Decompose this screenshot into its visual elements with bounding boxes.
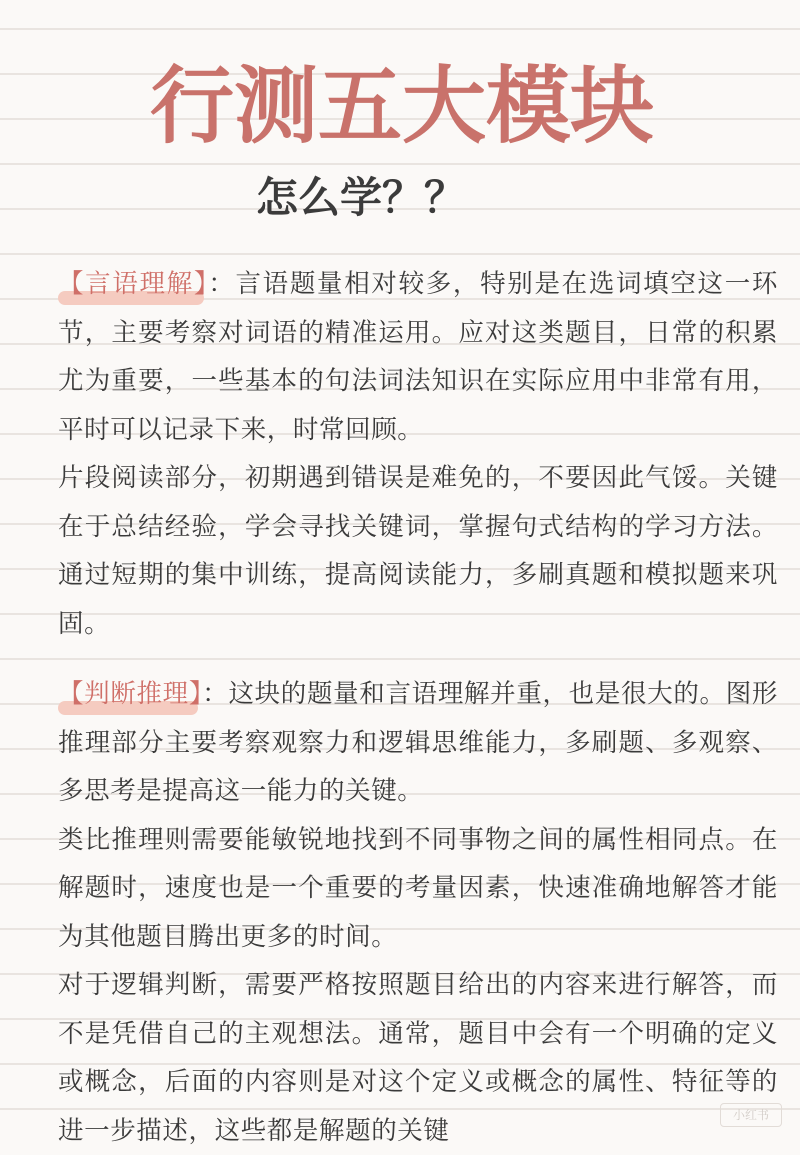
section-verbal-comprehension bbox=[58, 260, 778, 648]
section-paragraph: 类比推理则需要能敏锐地找到不同事物之间的属性相同点。在解题时，速度也是一个重要的考量因素，快速准确地解答才能为其他题目腾出更多的时间。 bbox=[58, 824, 778, 952]
section-paragraph: 片段阅读部分，初期遇到错误是难免的，不要因此气馁。关键在于总结经验，学会寻找关键词，掌握句式结构的学习方法。通过短期的集中训练，提高阅读能力，多刷真题和模拟题来巩固。 bbox=[58, 463, 778, 639]
section-paragraph-text: ：这块的题量和言语理解并重，也是很大的。图形推理部分主要考察观察力和逻辑思维能力，多刷题、多观察、多思考是提高这一能力的关键。 bbox=[58, 679, 778, 806]
section-heading-text: 【判断推理】 bbox=[58, 679, 203, 709]
section-heading-text: 【言语理解】 bbox=[58, 269, 209, 299]
section-paragraph-text: ：言语题量相对较多，特别是在选词填空这一环节，主要考察对词语的精准运用。应对这类题目，日常的积累尤为重要，一些基本的句法词法知识在实际应用中非常有用，平时可以记录下来，时常回顾。 bbox=[58, 269, 778, 445]
section-heading bbox=[58, 679, 202, 709]
page-subtitle: 怎么学？？ bbox=[256, 173, 467, 222]
page-title: 行测五大模块 bbox=[150, 57, 655, 155]
section-paragraph bbox=[58, 260, 778, 454]
watermark-logo: 小红书 bbox=[720, 1103, 782, 1127]
section-heading bbox=[58, 269, 208, 299]
section-judgment-reasoning bbox=[58, 670, 778, 1155]
section-paragraph bbox=[58, 670, 778, 816]
section-paragraph: 对于逻辑判断，需要严格按照题目给出的内容来进行解答，而不是凭借自己的主观想法。通常，题目中会有一个明确的定义或概念，后面的内容则是对这个定义或概念的属性、特征等的进一步描述，这些都是解题的关键 bbox=[58, 970, 778, 1146]
